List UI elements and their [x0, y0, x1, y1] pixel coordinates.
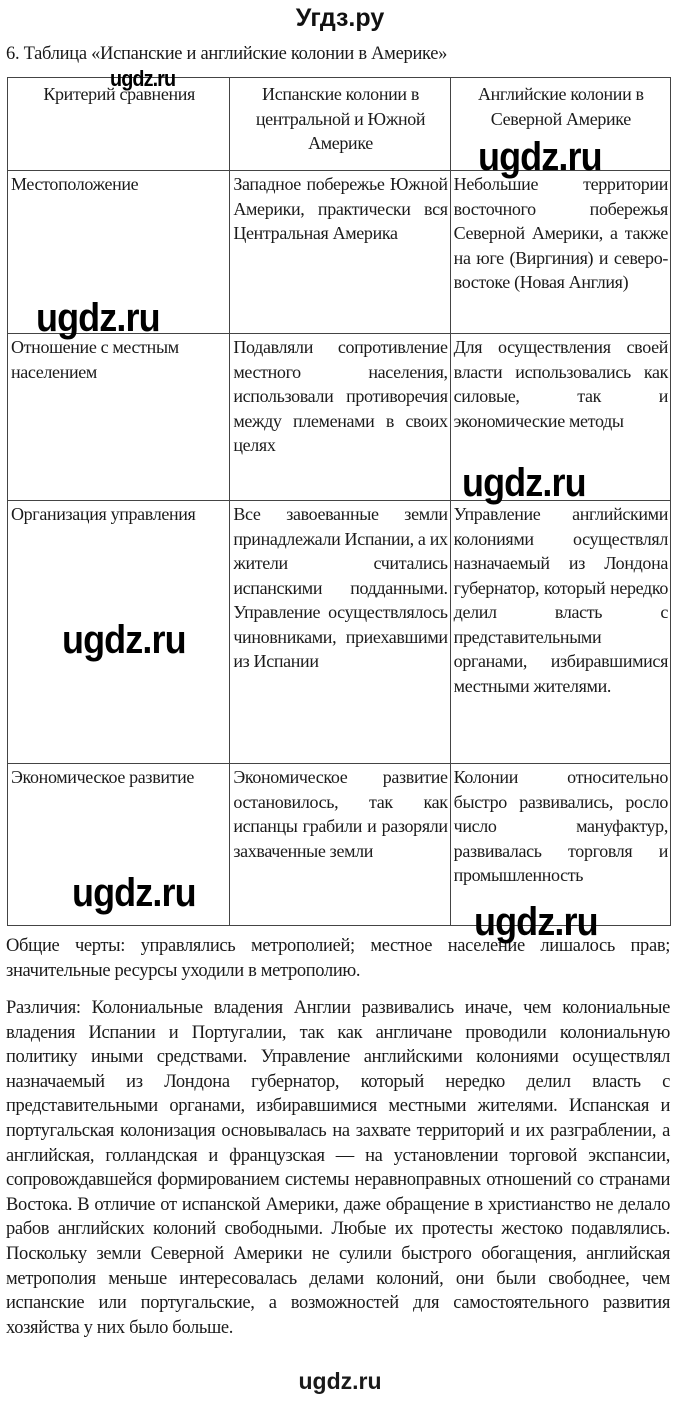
watermark: ugdz.ru — [72, 871, 196, 915]
criterion-cell: Местоположение — [8, 171, 230, 334]
english-cell: Для осуществления своей власти использовались как силовые, так и экономические методы — [450, 334, 670, 501]
criterion-cell: Экономическое развитие — [8, 764, 230, 926]
differences-paragraph: Различия: Колониальные владения Англии развивались иначе, чем колониальные владения Испании и Португалии, так как англичане проводили колониальную политику иными средствами. Управление английскими колониями осуществлял назначаемый из Лондона губернатор, который нередко делил власть с представительными органами, избиравшимися местными жителями. Испанская и португальская колонизация основывалась на захвате территорий и их разграблении, а английская, голландская и французская — на установлении торговой экспансии, сопровождавшейся формированием системы неравноправных отношений со странами Востока. В отличие от испанской Америки, даже обращение в христианство не делало рабов английских колоний свободными. Любые их протесты жестоко подавлялись. Поскольку земли Северной Америки не сулили быстрого обогащения, английская метрополия меньше интересовалась делами колоний, они были свободнее, чем испанские или португальские, а возможностей для самостоятельного развития хозяйства у них было больше. — [6, 998, 670, 1338]
criterion-cell: Организация управления — [8, 501, 230, 764]
english-cell: Небольшие территории восточного побережья Северной Америки, а также на юге (Виргиния) и северо-востоке (Новая Англия) — [450, 171, 670, 334]
watermark: ugdz.ru — [36, 296, 160, 340]
column-header-criterion: Критерий сравнения — [8, 78, 230, 171]
english-cell: Управление английскими колониями осуществлял назначаемый из Лондона губернатор, который нередко делил власть с представительными органами, избиравшимися местными жителями. — [450, 501, 670, 764]
column-header-english: Английские колонии в Северной Америке — [450, 78, 670, 171]
site-title: Угдз.ру — [295, 4, 385, 32]
watermark: ugdz.ru — [110, 66, 176, 91]
watermark: ugdz.ru — [62, 618, 186, 662]
common-features-paragraph: Общие черты: управлялись метрополией; местное население лишалось прав; значительные ресурсы уходили в метрополию. — [6, 936, 670, 981]
spanish-cell: Экономическое развитие остановилось, так как испанцы грабили и разоряли захваченные земли — [230, 764, 450, 926]
spanish-cell: Западное побережье Южной Америки, практически вся Центральная Америка — [230, 171, 450, 334]
task-title: 6. Таблица «Испанские и английские колонии в Америке» — [6, 44, 448, 64]
watermark: ugdz.ru — [462, 461, 586, 505]
watermark: ugdz.ru — [474, 900, 598, 944]
footer-watermark: ugdz.ru — [298, 1368, 382, 1394]
spanish-cell: Подавляли сопротивление местного населения, использовали противоречия между племенами в своих целях — [230, 334, 450, 501]
criterion-cell: Отношение с местным населением — [8, 334, 230, 501]
watermark: ugdz.ru — [478, 135, 602, 179]
english-cell: Колонии относительно быстро развивались, росло число мануфактур, развивалась торговля и промышленность — [450, 764, 670, 926]
spanish-cell: Все завоеванные земли принадлежали Испании, а их жители считались испанскими подданными. Управление осуществлялось чиновниками, приехавшими из Испании — [230, 501, 450, 764]
column-header-spanish: Испанские колонии в центральной и Южной Америке — [230, 78, 450, 171]
